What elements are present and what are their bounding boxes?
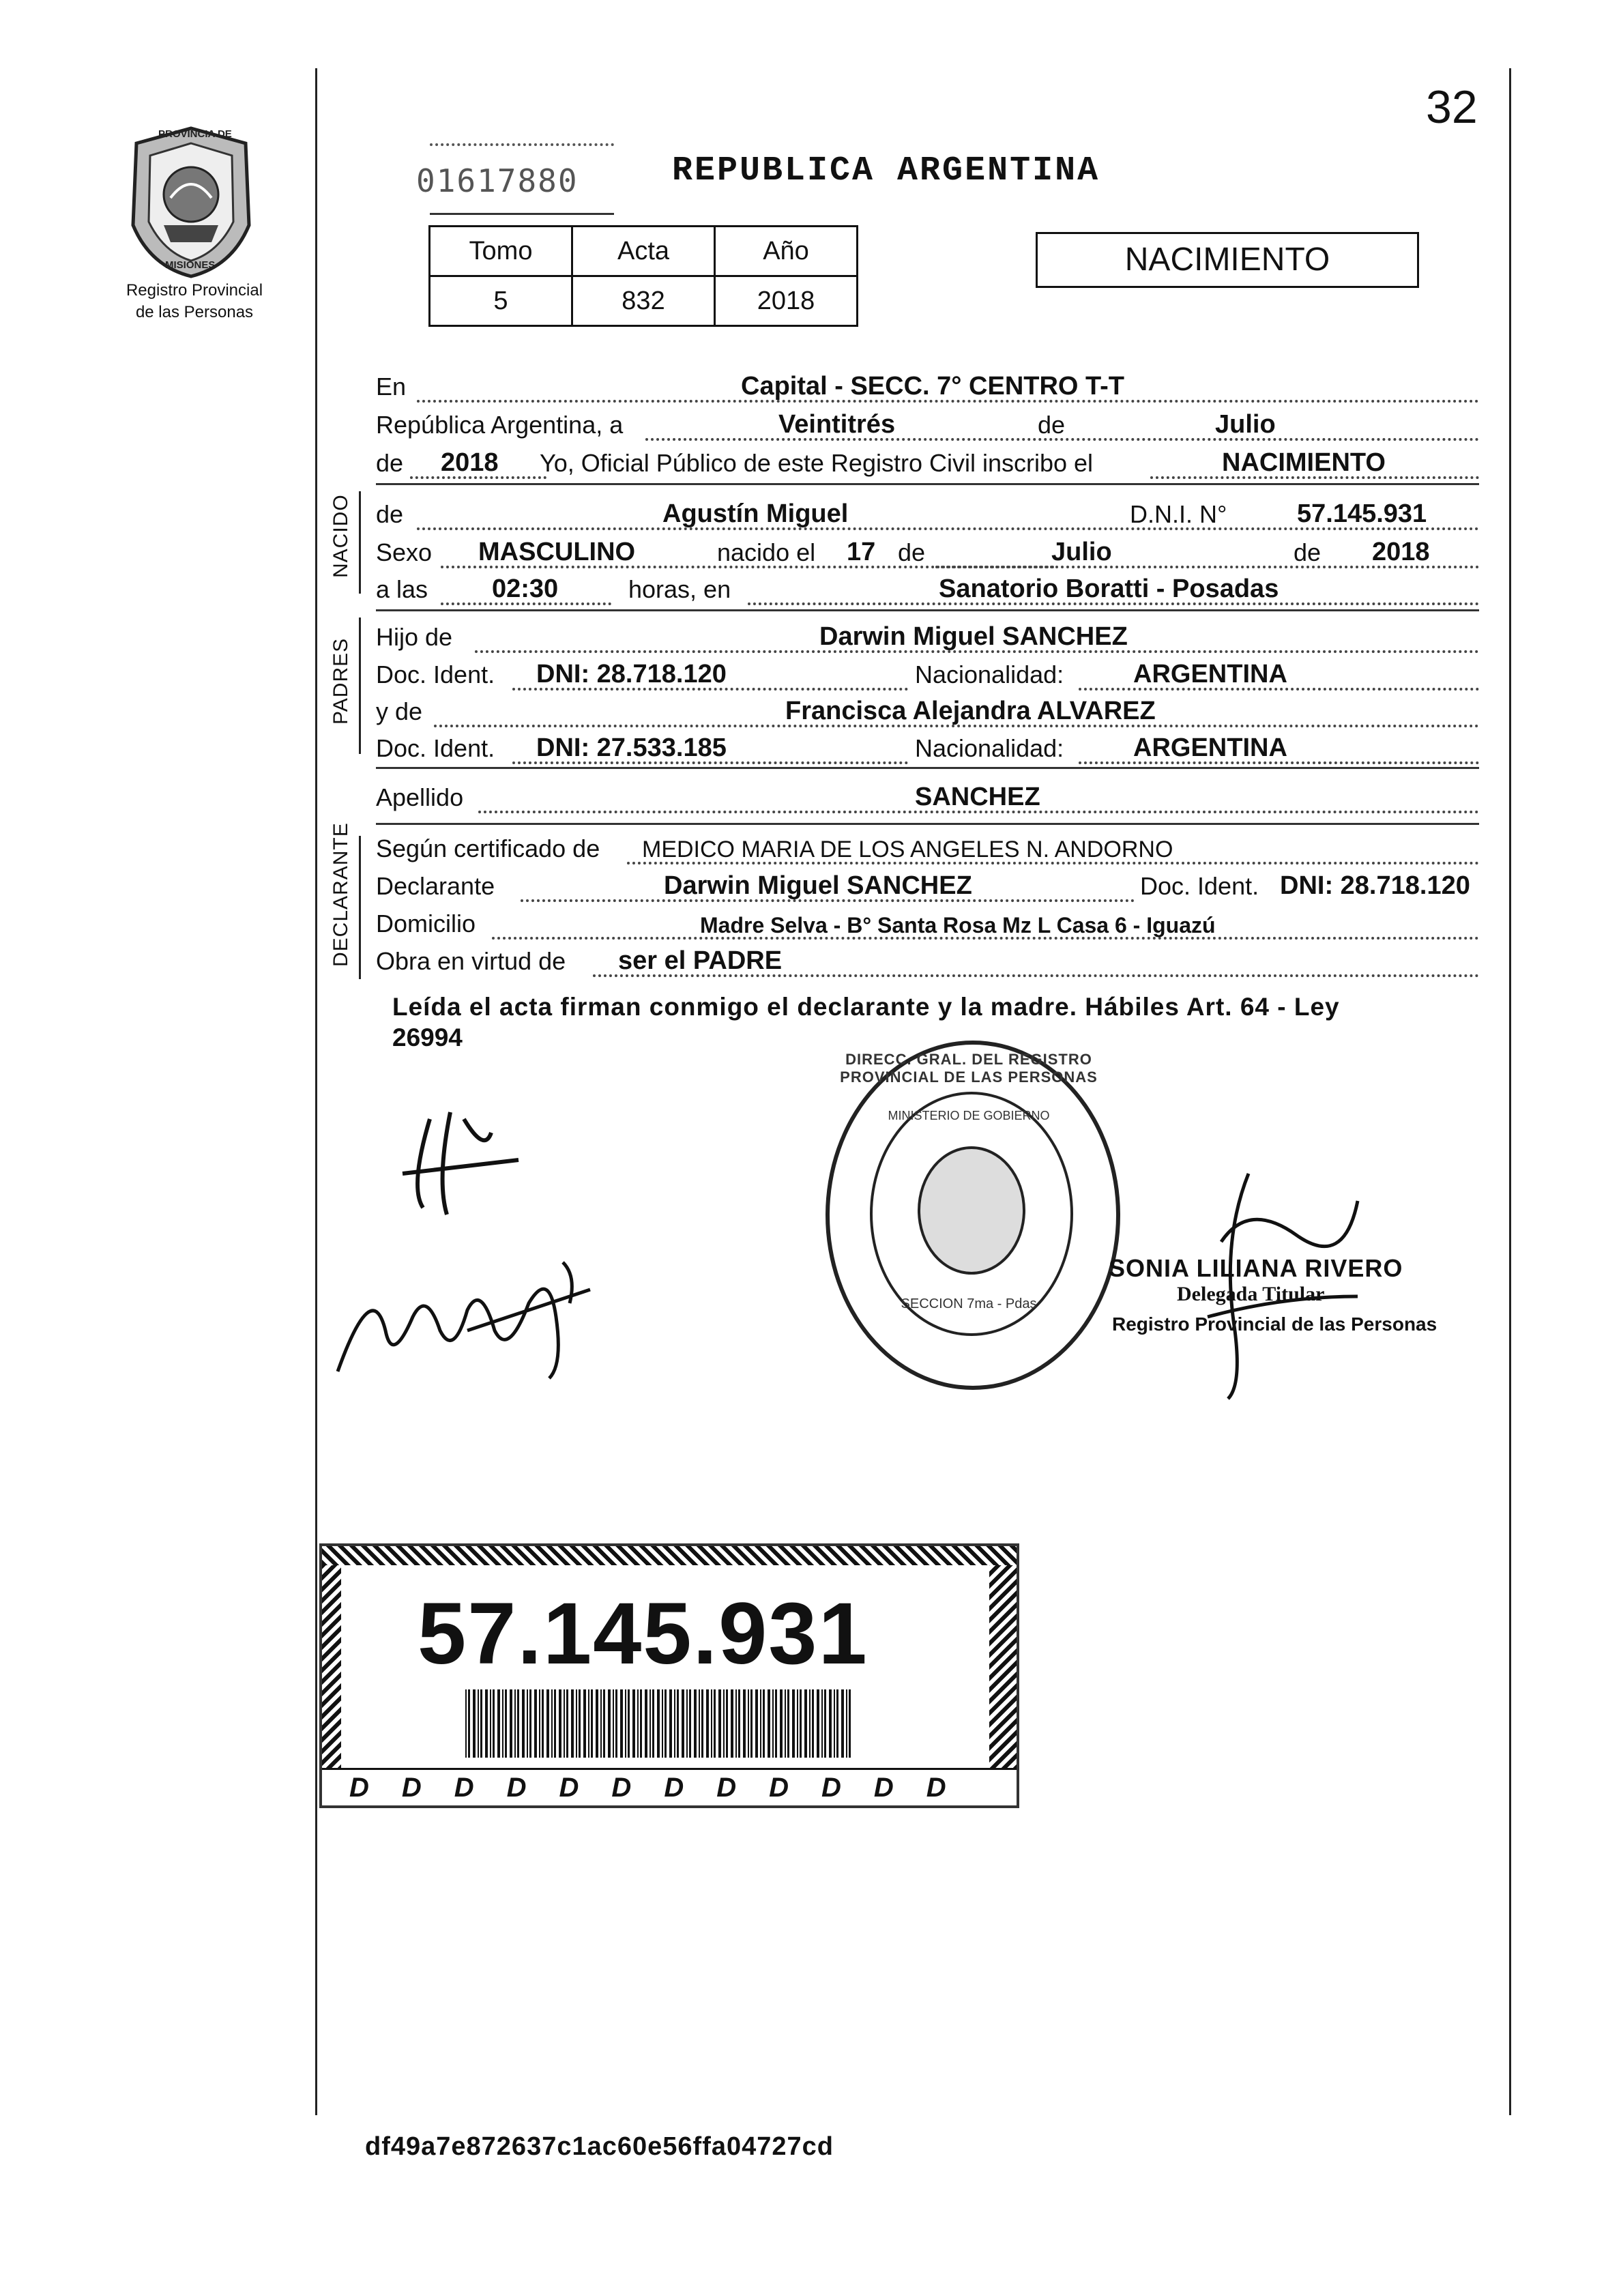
de5-label: de — [1294, 538, 1322, 566]
barcode-bar — [682, 1689, 684, 1758]
row-declarante — [376, 867, 1479, 905]
separator-3 — [376, 767, 1479, 769]
barcode-bar — [588, 1689, 589, 1758]
stamp-emblem — [918, 1146, 1025, 1275]
barcode-bar — [591, 1689, 593, 1758]
closing-line-2: 26994 — [392, 1023, 463, 1051]
dni-label: D.N.I. N° — [1130, 500, 1227, 528]
sexo-value: MASCULINO — [478, 538, 636, 566]
row-apellido — [376, 778, 1479, 816]
barcode-bar — [514, 1689, 516, 1758]
barcode-bar — [480, 1689, 482, 1758]
domicilio-value: Madre Selva - B° Santa Rosa Mz L Casa 6 - Iguazú — [700, 913, 1216, 938]
right-margin-line — [1509, 68, 1511, 2115]
barcode-bar — [699, 1689, 700, 1758]
ano-value: 2018 — [715, 276, 858, 326]
padres-bracket — [359, 617, 361, 754]
mother-nac-label: Nacionalidad: — [915, 734, 1064, 762]
barcode-bar — [613, 1689, 614, 1758]
barcode-bar — [748, 1689, 749, 1758]
barcode-number: 57.145.931 — [418, 1585, 868, 1683]
logo-caption-1: Registro Provincial — [126, 281, 263, 300]
place-value: Sanatorio Boratti - Posadas — [939, 575, 1279, 603]
segun-value: MEDICO MARIA DE LOS ANGELES N. ANDORNO — [642, 837, 1173, 862]
barcode-bar — [662, 1689, 663, 1758]
acta-value: 832 — [572, 276, 715, 326]
barcode-bar — [554, 1689, 556, 1758]
official-name: SONIA LILIANA RIVERO — [1109, 1254, 1403, 1282]
barcode-bar — [731, 1689, 733, 1758]
row-mother-doc — [376, 729, 1479, 767]
barcode-bar — [497, 1689, 500, 1758]
father-doc: DNI: 28.718.120 — [536, 660, 727, 688]
row-en — [376, 367, 1479, 405]
barcode-bar — [743, 1689, 746, 1758]
hijo-label: Hijo de — [376, 623, 453, 651]
coat-of-arms-icon — [123, 123, 259, 280]
barcode-bar — [490, 1689, 491, 1758]
declarante-bracket — [359, 836, 361, 979]
barcode-bar — [615, 1689, 617, 1758]
serial-number: 01617880 — [416, 162, 579, 199]
barcode-bar — [583, 1689, 586, 1758]
barcode-bar — [760, 1689, 761, 1758]
barcode-bar — [649, 1689, 651, 1758]
barcode-bar — [726, 1689, 728, 1758]
row-sexo — [376, 533, 1479, 571]
barcode-bar — [738, 1689, 740, 1758]
barcode-bar — [689, 1689, 691, 1758]
barcode-bar — [493, 1689, 495, 1758]
barcode-bar — [625, 1689, 626, 1758]
barcode-bar — [546, 1689, 549, 1758]
barcode-bar — [821, 1689, 823, 1758]
barcode-bar — [669, 1689, 672, 1758]
apellido-value: SANCHEZ — [915, 783, 1040, 811]
stamp-outer-text: DIRECC. GRAL. DEL REGISTRO PROVINCIAL DE LAS PERSONAS — [840, 1051, 1098, 1086]
separator-2 — [376, 609, 1479, 611]
barcode-bar — [841, 1689, 844, 1758]
acta-header: Acta — [572, 227, 715, 276]
barcode-top-pattern — [322, 1546, 1017, 1565]
barcode-bar — [522, 1689, 525, 1758]
barcode-bar — [677, 1689, 679, 1758]
name-value: Agustín Miguel — [662, 499, 849, 528]
barcode-bar — [804, 1689, 807, 1758]
barcode-bar — [529, 1689, 531, 1758]
barcode-bar — [534, 1689, 537, 1758]
row-segun — [376, 829, 1479, 867]
barcode-bar — [694, 1689, 697, 1758]
barcode-bars — [465, 1689, 854, 1758]
month-value: Julio — [1215, 410, 1276, 439]
barcode-bar — [775, 1689, 777, 1758]
barcode-bar — [566, 1689, 568, 1758]
row-oficial — [376, 444, 1479, 482]
barcode-bar — [787, 1689, 789, 1758]
section-declarante: DECLARANTE — [330, 822, 352, 967]
dni-value: 57.145.931 — [1297, 499, 1427, 528]
apellido-label: Apellido — [376, 783, 464, 811]
logo-caption-2: de las Personas — [135, 303, 254, 321]
stamp-section-text: SECCION 7ma - Pdas — [901, 1296, 1037, 1311]
barcode-bar — [640, 1689, 642, 1758]
barcode-left-pattern — [322, 1565, 341, 1770]
separator-4 — [376, 823, 1479, 825]
barcode-bar — [718, 1689, 721, 1758]
serial-topdots — [430, 143, 614, 146]
left-margin-line — [315, 68, 317, 2115]
barcode-bar — [603, 1689, 605, 1758]
barcode-bar — [628, 1689, 630, 1758]
barcode-bar — [785, 1689, 786, 1758]
barcode-bar — [542, 1689, 544, 1758]
row-yde — [376, 692, 1479, 730]
father-nac-label: Nacionalidad: — [915, 660, 1064, 688]
signature-1 — [382, 1092, 532, 1228]
tomo-header: Tomo — [430, 227, 572, 276]
separator-1 — [376, 483, 1479, 485]
alas-label: a las — [376, 575, 428, 603]
segun-label: Según certificado de — [376, 834, 600, 862]
barcode-bar — [652, 1689, 654, 1758]
mother-docident-label: Doc. Ident. — [376, 734, 495, 762]
document-hash: df49a7e872637c1ac60e56ffa04727cd — [365, 2132, 834, 2161]
barcode-bar — [686, 1689, 688, 1758]
hour-value: 02:30 — [492, 575, 559, 603]
yde-label: y de — [376, 697, 423, 725]
barcode-bar — [834, 1689, 835, 1758]
row-obra — [376, 942, 1479, 980]
birth-year: 2018 — [1372, 538, 1430, 566]
horas-label: horas, en — [628, 575, 731, 603]
stamp-inner-text: MINISTERIO DE GOBIERNO — [888, 1109, 1050, 1122]
en-label: En — [376, 373, 407, 401]
barcode-bar — [510, 1689, 512, 1758]
barcode-bar — [551, 1689, 553, 1758]
barcode-bar — [502, 1689, 503, 1758]
section-nacido: NACIDO — [330, 494, 352, 578]
oficial-text: Yo, Oficial Público de este Registro Civil inscribo el — [540, 449, 1094, 477]
barcode-bar — [706, 1689, 709, 1758]
province-logo — [123, 123, 259, 280]
mother-nac: ARGENTINA — [1133, 733, 1287, 762]
de4-label: de — [898, 538, 926, 566]
barcode-bar — [800, 1689, 802, 1758]
record-type: NACIMIENTO — [1124, 242, 1330, 278]
tomo-value: 5 — [430, 276, 572, 326]
serial-underline — [430, 213, 614, 215]
barcode-bar — [632, 1689, 635, 1758]
father-docident-label: Doc. Ident. — [376, 660, 495, 688]
row-domicilio — [376, 904, 1479, 942]
logo-seal-text-top: PROVINCIA DE — [158, 128, 232, 140]
declarante-label: Declarante — [376, 872, 495, 900]
barcode-bar — [465, 1689, 467, 1758]
barcode-bar — [539, 1689, 540, 1758]
nacido-bracket — [359, 491, 361, 594]
barcode-bar — [849, 1689, 851, 1758]
barcode-label — [319, 1543, 1019, 1808]
barcode-bar — [596, 1689, 598, 1758]
mother-value: Francisca Alejandra ALVAREZ — [785, 697, 1156, 725]
barcode-bar — [473, 1689, 476, 1758]
tomo-acta-ano-table — [428, 225, 858, 327]
barcode-bar — [755, 1689, 758, 1758]
row-republica — [376, 405, 1479, 444]
sexo-label: Sexo — [376, 538, 433, 566]
barcode-bar — [772, 1689, 774, 1758]
de3-label: de — [376, 500, 404, 528]
barcode-bottom-pattern — [322, 1768, 1017, 1805]
barcode-bar — [723, 1689, 725, 1758]
section-padres: PADRES — [330, 637, 352, 725]
birth-month: Julio — [1051, 538, 1112, 566]
father-nac: ARGENTINA — [1133, 660, 1287, 688]
barcode-bar — [527, 1689, 528, 1758]
barcode-bar — [846, 1689, 847, 1758]
barcode-bar — [817, 1689, 819, 1758]
de2-label: de — [376, 449, 404, 477]
barcode-bar — [797, 1689, 798, 1758]
barcode-bar — [714, 1689, 716, 1758]
barcode-bar — [780, 1689, 783, 1758]
decl-doc-value: DNI: 28.718.120 — [1280, 871, 1470, 900]
barcode-bar — [792, 1689, 795, 1758]
logo-seal-text-bottom: MISIONES — [165, 259, 216, 271]
barcode-bar — [579, 1689, 581, 1758]
official-office: Registro Provincial de las Personas — [1112, 1313, 1437, 1335]
day-value: Veintitrés — [778, 410, 896, 439]
page-number: 32 — [1426, 81, 1478, 133]
barcode-bar — [468, 1689, 470, 1758]
barcode-bar — [665, 1689, 667, 1758]
record-type-box — [1036, 232, 1419, 288]
barcode-bar — [763, 1689, 765, 1758]
barcode-bar — [478, 1689, 479, 1758]
row-hora — [376, 570, 1479, 608]
barcode-bar — [824, 1689, 826, 1758]
barcode-bar — [637, 1689, 639, 1758]
barcode-bar — [674, 1689, 675, 1758]
barcode-bar — [829, 1689, 832, 1758]
decl-doc-label: Doc. Ident. — [1140, 872, 1259, 900]
father-value: Darwin Miguel SANCHEZ — [819, 622, 1128, 651]
barcode-bar — [735, 1689, 737, 1758]
mother-doc: DNI: 27.533.185 — [536, 733, 727, 762]
barcode-bar — [620, 1689, 623, 1758]
signature-2 — [331, 1249, 604, 1385]
barcode-bar — [750, 1689, 753, 1758]
declarante-value: Darwin Miguel SANCHEZ — [664, 871, 972, 900]
barcode-bar — [571, 1689, 574, 1758]
barcode-bar — [701, 1689, 703, 1758]
row-name — [376, 495, 1479, 533]
official-title: Delegada Titular — [1177, 1283, 1325, 1305]
year-value: 2018 — [441, 448, 499, 477]
ano-header: Año — [715, 227, 858, 276]
closing-line-1: Leída el acta firman conmigo el declarante y la madre. Hábiles Art. 64 - Ley — [392, 993, 1340, 1021]
nacido-label: nacido el — [717, 538, 816, 566]
barcode-bar — [657, 1689, 660, 1758]
barcode-bar — [505, 1689, 507, 1758]
barcode-bar — [564, 1689, 565, 1758]
barcode-bar — [576, 1689, 577, 1758]
barcode-bar — [517, 1689, 519, 1758]
obra-value: ser el PADRE — [618, 946, 783, 975]
barcode-bar — [485, 1689, 488, 1758]
republica-label: República Argentina, a — [376, 411, 624, 439]
barcode-bar — [608, 1689, 611, 1758]
barcode-bar — [836, 1689, 838, 1758]
barcode-letter-pattern: DDDDDDDDDDDD — [349, 1773, 979, 1803]
header-title: REPUBLICA ARGENTINA — [672, 151, 1100, 190]
barcode-bar — [768, 1689, 770, 1758]
row-father-doc — [376, 655, 1479, 693]
barcode-bar — [711, 1689, 712, 1758]
barcode-bar — [809, 1689, 811, 1758]
barcode-right-pattern — [989, 1565, 1017, 1770]
inscribo-value: NACIMIENTO — [1222, 448, 1386, 477]
row-hijo — [376, 617, 1479, 656]
de-label: de — [1038, 411, 1066, 439]
obra-label: Obra en virtud de — [376, 947, 566, 975]
barcode-bar — [600, 1689, 602, 1758]
en-value: Capital - SECC. 7° CENTRO T-T — [741, 372, 1125, 401]
barcode-bar — [812, 1689, 814, 1758]
barcode-bar — [559, 1689, 561, 1758]
birth-day: 17 — [847, 538, 876, 566]
barcode-bar — [645, 1689, 647, 1758]
domicilio-label: Domicilio — [376, 910, 476, 938]
